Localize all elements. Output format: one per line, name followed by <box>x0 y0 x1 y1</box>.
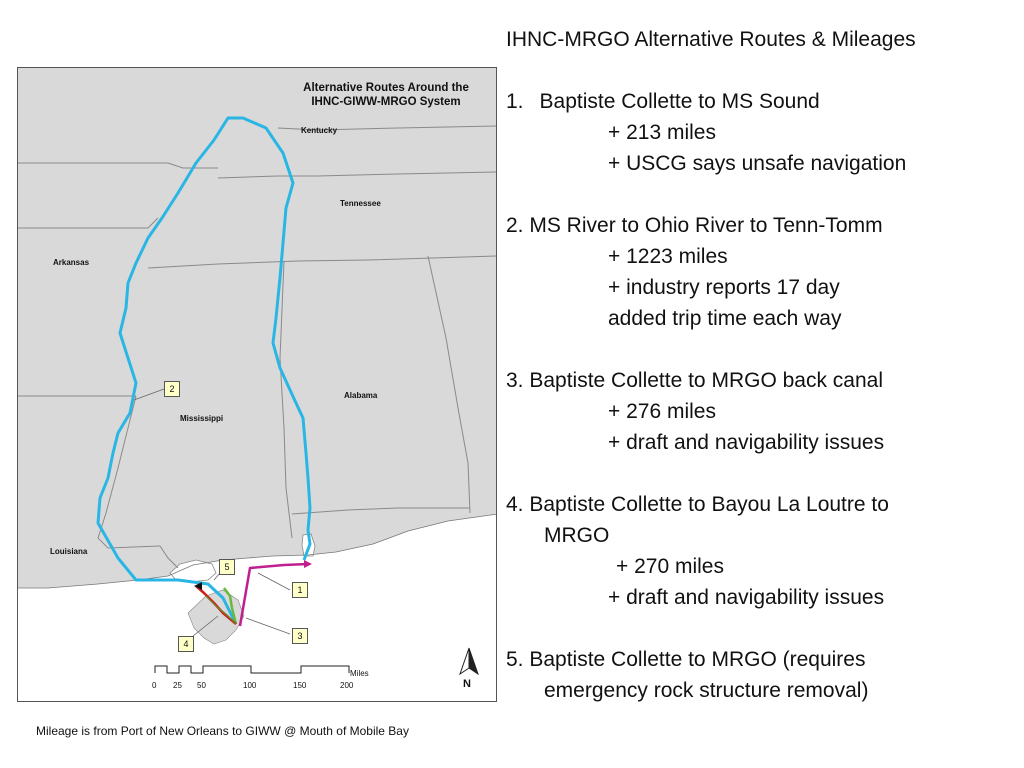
state-label-alabama: Alabama <box>344 391 378 400</box>
state-boundaries <box>18 126 497 568</box>
route-4-title: 4. Baptiste Collette to Bayou La Loutre to <box>506 493 889 516</box>
callout-route-4: 4 <box>178 636 194 652</box>
panel-heading: IHNC-MRGO Alternative Routes & Mileages <box>506 28 916 51</box>
scale-tick-150: 150 <box>293 681 307 690</box>
gulf-water <box>18 514 497 702</box>
state-label-tennessee: Tennessee <box>340 199 381 208</box>
scale-tick-0: 0 <box>152 681 157 690</box>
map-title <box>280 81 492 109</box>
state-label-kentucky: Kentucky <box>301 126 338 135</box>
route-5-title-cont: emergency rock structure removal) <box>544 679 869 702</box>
route-2-title: 2. MS River to Ohio River to Tenn-Tomm <box>506 214 883 237</box>
route-2-detail-3: added trip time each way <box>608 307 842 330</box>
route-1-detail-2: + USCG says unsafe navigation <box>608 152 907 175</box>
callout-route-1: 1 <box>292 582 308 598</box>
route-1-heading <box>506 86 1016 117</box>
scale-tick-200: 200 <box>340 681 354 690</box>
scale-tick-50: 50 <box>197 681 206 690</box>
scale-tick-100: 100 <box>243 681 257 690</box>
map-title-line1: Alternative Routes Around the <box>303 82 469 94</box>
route-1-detail-1: + 213 miles <box>608 121 716 144</box>
callout-route-5: 5 <box>219 559 235 575</box>
map-graphic <box>18 68 497 702</box>
scale-tick-25: 25 <box>173 681 182 690</box>
route-3-detail-1: + 276 miles <box>608 400 716 423</box>
callout-route-3: 3 <box>292 628 308 644</box>
route-5-title: 5. Baptiste Collette to MRGO (requires <box>506 648 866 671</box>
route-4-detail-1: + 270 miles <box>616 555 724 578</box>
route-4-title-cont: MRGO <box>544 524 610 547</box>
route-2-detail-1: + 1223 miles <box>608 245 728 268</box>
routes-text-panel <box>506 24 1016 706</box>
north-label: N <box>463 678 471 690</box>
route-3-title: 3. Baptiste Collette to MRGO back canal <box>506 369 884 392</box>
map-title-line2: IHNC-GIWW-MRGO System <box>311 96 461 108</box>
state-label-mississippi: Mississippi <box>180 414 224 423</box>
route-2-line <box>98 118 310 624</box>
route-4-detail-2: + draft and navigability issues <box>608 586 885 609</box>
scale-unit-label: Miles <box>350 669 369 678</box>
route-1-number: 1. <box>506 90 524 113</box>
mileage-caption: Mileage is from Port of New Orleans to GIWW @ Mouth of Mobile Bay <box>36 724 409 738</box>
route-3-detail-2: + draft and navigability issues <box>608 431 885 454</box>
route-map <box>17 67 497 702</box>
route-2-detail-2: + industry reports 17 day <box>608 276 840 299</box>
callout-route-2: 2 <box>164 381 180 397</box>
route-1-title: Baptiste Collette to MS Sound <box>539 90 820 113</box>
state-label-arkansas: Arkansas <box>53 258 90 267</box>
state-label-louisiana: Louisiana <box>50 547 88 556</box>
